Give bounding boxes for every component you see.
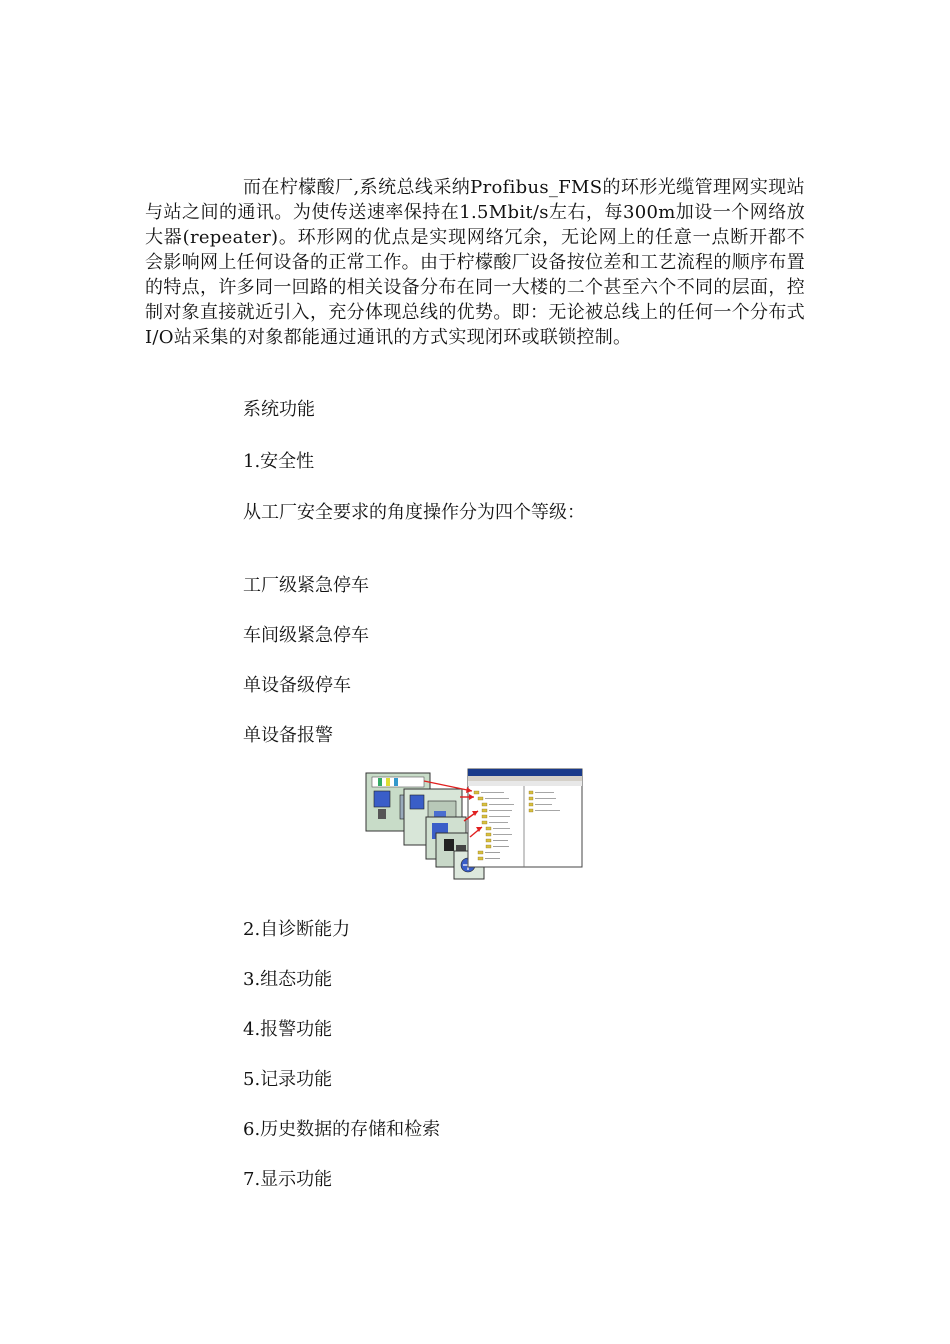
safety-intro: 从工厂安全要求的角度操作分为四个等级：	[243, 502, 585, 523]
intro-paragraph: 而在柠檬酸厂,系统总线采纳Profibus_FMS的环形光缆管理网实现站与站之间的通讯。为使传送速率保持在1.5Mbit/s左右，每300m加设一个网络放大器(repeater)。环形网的优点是实现网络冗余，无论网上的任意一点断开都不会影响网上任何设备的正常工作。由于柠檬酸厂设备按位差和工艺流程的顺序布置的特点，许多同一回路的相关设备分布在同一大楼的二个甚至六个不同的层面，控制对象直接就近引入，充分体现总线的优势。即：无论被总线上的任何一个分布式I/O站采集的对象都能通过通讯的方式实现闭环或联锁控制。	[145, 177, 805, 348]
function-item: 2.自诊断能力	[243, 919, 351, 940]
function-item: 3.组态功能	[243, 969, 333, 990]
function-item: 5.记录功能	[243, 1069, 333, 1090]
safety-level: 车间级紧急停车	[243, 625, 369, 646]
function-item: 6.历史数据的存储和检索	[243, 1119, 441, 1140]
function-item-1: 1.安全性	[243, 451, 315, 472]
safety-level: 单设备级停车	[243, 675, 351, 696]
function-item: 7.显示功能	[243, 1169, 333, 1190]
function-item: 4.报警功能	[243, 1019, 333, 1040]
safety-level: 单设备报警	[243, 725, 333, 746]
section-heading: 系统功能	[243, 399, 315, 420]
safety-level: 工厂级紧急停车	[243, 575, 369, 596]
system-screenshot-illustration	[364, 767, 584, 881]
